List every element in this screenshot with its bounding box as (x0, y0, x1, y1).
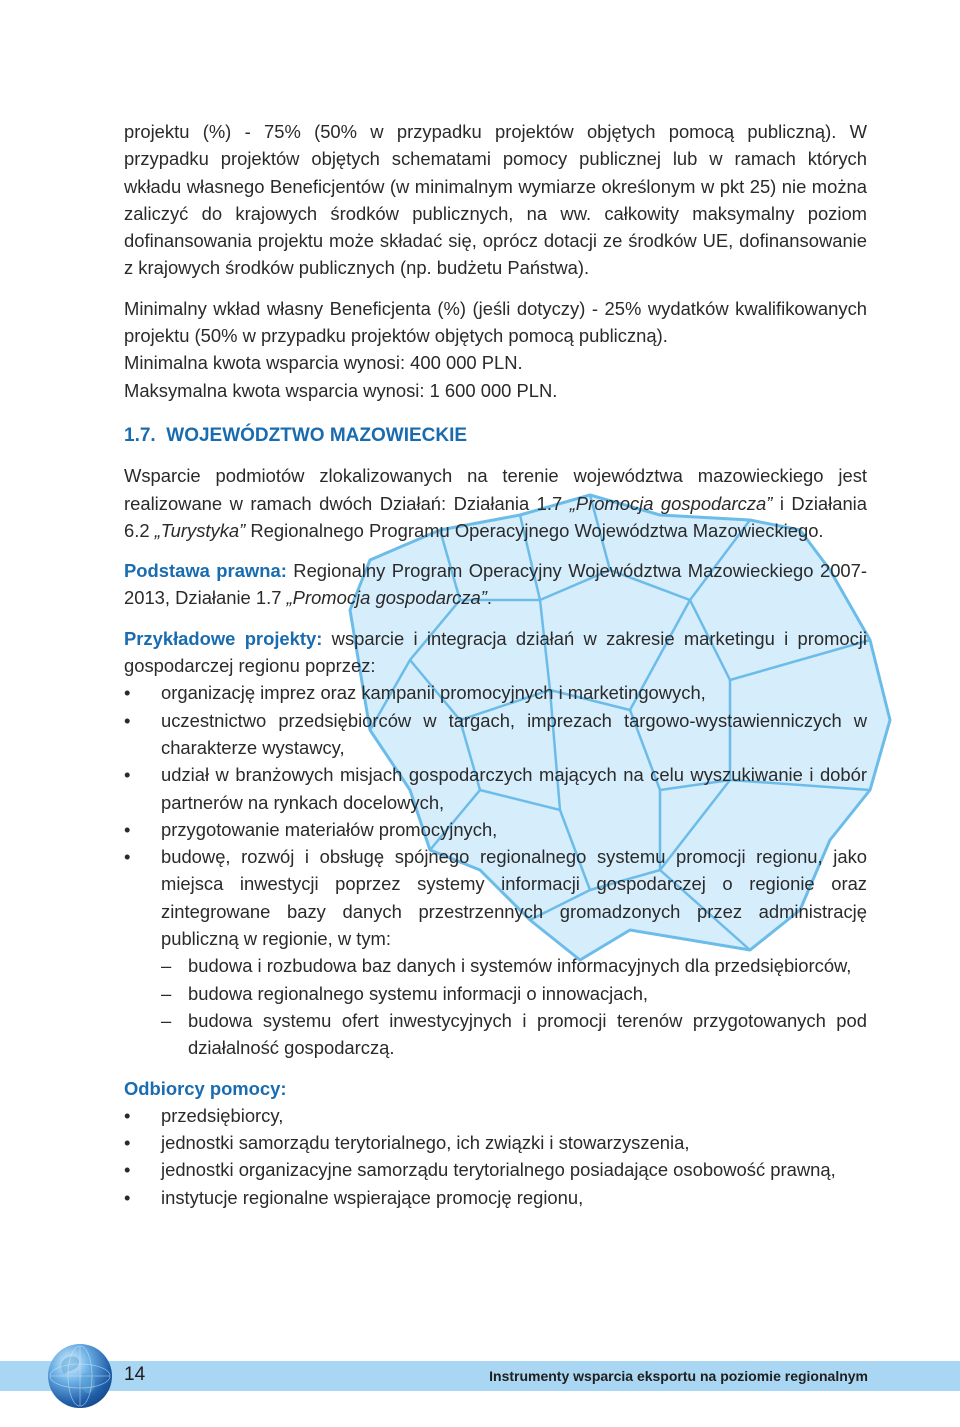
section-title: WOJEWÓDZTWO MAZOWIECKIE (166, 424, 468, 446)
list-item: • organizację imprez oraz kampanii promocyjnych i marketingowych, (124, 679, 867, 706)
list-item: • przygotowanie materiałów promocyjnych, (124, 816, 867, 843)
sublist-item: – budowa i rozbudowa baz danych i systemów informacyjnych dla przedsiębiorców, (161, 952, 867, 979)
footer-title: Instrumenty wsparcia eksportu na poziomie regionalnym (489, 1368, 868, 1384)
sublist-item: – budowa regionalnego systemu informacji o innowacjach, (161, 980, 867, 1007)
examples-label: Przykładowe projekty: (124, 627, 323, 649)
legal-basis-label: Podstawa prawna: (124, 560, 287, 582)
legal-basis: Podstawa prawna: Regionalny Program Operacyjny Województwa Mazowieckiego 2007-2013, Działanie 1.7 „Promocja gospodarcza”. (124, 560, 868, 609)
examples-sublist (161, 952, 867, 1061)
sublist-item: – budowa systemu ofert inwestycyjnych i promocji terenów przygotowanych pod działalność gospodarczą. (161, 1007, 867, 1062)
section-number: 1.7. (124, 424, 156, 446)
list-item: • przedsiębiorcy, (124, 1102, 867, 1129)
list-item: • uczestnictwo przedsiębiorców w targach, imprezach targowo-wystawienniczych w charakterze wystawcy, (124, 707, 867, 762)
list-item: • jednostki organizacyjne samorządu terytorialnego posiadające osobowość prawną, (124, 1156, 867, 1183)
own-contribution-paragraph: Minimalny wkład własny Beneficjenta (%) (jeśli dotyczy) - 25% wydatków kwalifikowanych projektu (50% w przypadku projektów objętych pomocą publiczną). (124, 297, 867, 347)
list-item: • budowę, rozwój i obsługę spójnego regionalnego systemu promocji regionu, jako miejsca inwestycji poprzez systemy informacji gospodarczej o regionie oraz zintegrowane bazy danych przestrzennych gromadzonych przez administrację publiczną w regionie, w tym: – budowa i rozbudowa baz danych i systemów informacyjnych dla przedsiębiorców, – budowa regionalnego systemu informacji o innowacjach, – budowa systemu ofert inwestycyjnych i promocji terenów przygotowanych pod działalność gospodarczą. (124, 843, 867, 1061)
examples-intro: Przykładowe projekty: wsparcie i integracja działań w zakresie marketingu i promocji gospodarczej regionu poprzez: (124, 627, 867, 677)
page-number: 14 (124, 1364, 146, 1385)
examples-list (124, 679, 867, 1061)
recipients-label: Odbiorcy pomocy: (124, 1077, 287, 1099)
min-amount-line: Minimalna kwota wsparcia wynosi: 400 000 PLN. (124, 352, 523, 374)
recipients-list (124, 1102, 867, 1211)
list-item: • udział w branżowych misjach gospodarczych mających na celu wyszukiwanie i dobór partnerów na rynkach docelowych, (124, 761, 867, 816)
list-item: • instytucje regionalne wspierające promocję regionu, (124, 1184, 867, 1211)
intro-paragraph: projektu (%) - 75% (50% w przypadku projektów objętych pomocą publiczną). W przypadku projektów objętych schematami pomocy publicznej lub w ramach których wkładu własnego Beneficjentów (w minimalnym wymiarze określonym w pkt 25) nie można zaliczyć do krajowych środków publicznych, na ww. całkowity maksymalny poziom dofinansowania projektu może składać się, oprócz dotacji ze środków UE, dofinansowanie z krajowych środków publicznych (np. budżetu Państwa). (124, 121, 867, 279)
max-amount-line: Maksymalna kwota wsparcia wynosi: 1 600 000 PLN. (124, 379, 558, 401)
globe-icon (48, 1344, 112, 1408)
list-item: • jednostki samorządu terytorialnego, ich związki i stowarzyszenia, (124, 1129, 867, 1156)
section-intro: Wsparcie podmiotów zlokalizowanych na terenie województwa mazowieckiego jest realizowane w ramach dwóch Działań: Działania 1.7 „Promocja gospodarcza” i Działania 6.2 „Turystyka” Regionalnego Programu Operacyjnego Województwa Mazowieckiego. (124, 465, 868, 541)
page-content (124, 118, 867, 1211)
section-heading (124, 422, 867, 449)
